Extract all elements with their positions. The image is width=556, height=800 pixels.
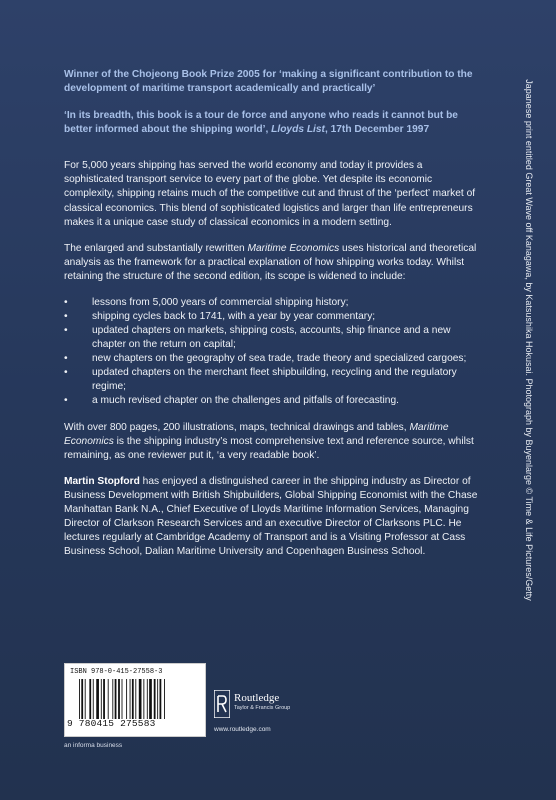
author-bio — [64, 475, 482, 559]
image-credit-text: Japanese print entitled Great Wave off Kanagawa, by Katsushika Hokusai. Photograph by Buyenlarge © Time & Life Pictures/Getty — [524, 79, 534, 601]
bullet-icon: • — [64, 311, 68, 323]
bullet-icon: • — [64, 353, 68, 365]
book-title: Maritime Economics — [64, 421, 449, 447]
publisher-group: Taylor & Francis Group — [234, 705, 291, 711]
bullet-icon: • — [64, 395, 68, 407]
enlarged-post: uses historical and theoretical analysis as the framework for a practical explanation of how shipping works today. Whilst retaining the structure of the second edition, its scope is widened to include: — [64, 242, 477, 282]
list-item-text: shipping cycles back to 1741, with a year by year commentary; — [92, 311, 376, 323]
author-name: Martin Stopford — [64, 475, 140, 487]
enlarged-paragraph — [64, 242, 482, 284]
publisher-url[interactable]: www.routledge.com — [214, 726, 271, 733]
enlarged-pre: The enlarged and substantially rewritten — [64, 242, 248, 254]
author-bio-text: has enjoyed a distinguished career in the shipping industry as Director of Business Development with British Shipbuilders, Global Shipping Economist with the Chase Manhattan Bank N.A., Chief Executive of Lloyds Maritime Information Services, Managing Director of Clarkson Research Services and an executive Director of Clarksons PLC. He lectures regularly at Cambridge Academy of Transport and is a Visiting Professor at Cass Business School, Dalian Maritime University and Copenhagen Business School. — [64, 475, 478, 558]
barcode-number: 9 780415 275583 — [67, 718, 156, 729]
barcode — [64, 663, 206, 737]
list-item — [64, 394, 482, 408]
closing-post: is the shipping industry’s most comprehensive text and reference source, whilst remaining, as one reviewer put it, ‘a very readable book’. — [64, 435, 474, 461]
publisher-logo — [214, 690, 334, 733]
review-date: , 17th December 1997 — [324, 124, 430, 136]
list-item — [64, 366, 482, 394]
list-item-text: updated chapters on markets, shipping costs, accounts, ship finance and a new chapter on the return on capital; — [92, 325, 451, 351]
review-text: ‘In its breadth, this book is a tour de force and anyone who reads it cannot but be better informed about the shipping world’, — [64, 110, 458, 136]
closing-pre: With over 800 pages, 200 illustrations, maps, technical drawings and tables, — [64, 421, 410, 433]
bullet-icon: • — [64, 325, 68, 337]
cover-text — [64, 68, 482, 571]
list-item — [64, 310, 482, 324]
review-quote — [64, 109, 482, 137]
intro-paragraph: For 5,000 years shipping has served the world economy and today it provides a sophisticated transport service to every part of the globe. Yet despite its economic complexity, shipping retains much of the competitive cut and thrust of the ‘perfect’ market of classical economics. This blend of sophisticated logistics and larger than life entrepreneurs makes it a unique case study of classical economics in a modern setting. — [64, 160, 476, 228]
isbn-label: ISBN 978-0-415-27558-3 — [70, 668, 163, 676]
barcode-bars-icon — [79, 679, 199, 719]
closing-paragraph — [64, 421, 482, 463]
bullet-icon: • — [64, 296, 68, 308]
list-item — [64, 352, 482, 366]
list-item-text: lessons from 5,000 years of commercial shipping history; — [92, 296, 349, 308]
prize-quote: Winner of the Chojeong Book Prize 2005 for ‘making a significant contribution to the development of maritime transport academically and practically’ — [64, 69, 473, 95]
list-item-text: updated chapters on the merchant fleet shipbuilding, recycling and the regulatory regime; — [92, 367, 457, 393]
review-source: Lloyds List — [271, 124, 325, 136]
list-item-text: a much revised chapter on the challenges and pitfalls of forecasting. — [92, 395, 399, 407]
list-item — [64, 324, 482, 352]
description — [64, 159, 482, 559]
endorsements — [64, 68, 482, 137]
list-item — [64, 296, 482, 310]
bullet-icon: • — [64, 367, 68, 379]
informa-tagline: an informa business — [64, 742, 123, 749]
scope-list — [64, 296, 482, 409]
routledge-logo-icon — [214, 690, 230, 718]
image-credit — [518, 60, 540, 620]
list-item-text: new chapters on the geography of sea trade, trade theory and specialized cargoes; — [92, 353, 467, 365]
publisher-name: Routledge — [234, 692, 280, 704]
book-title: Maritime Economics — [247, 242, 340, 254]
